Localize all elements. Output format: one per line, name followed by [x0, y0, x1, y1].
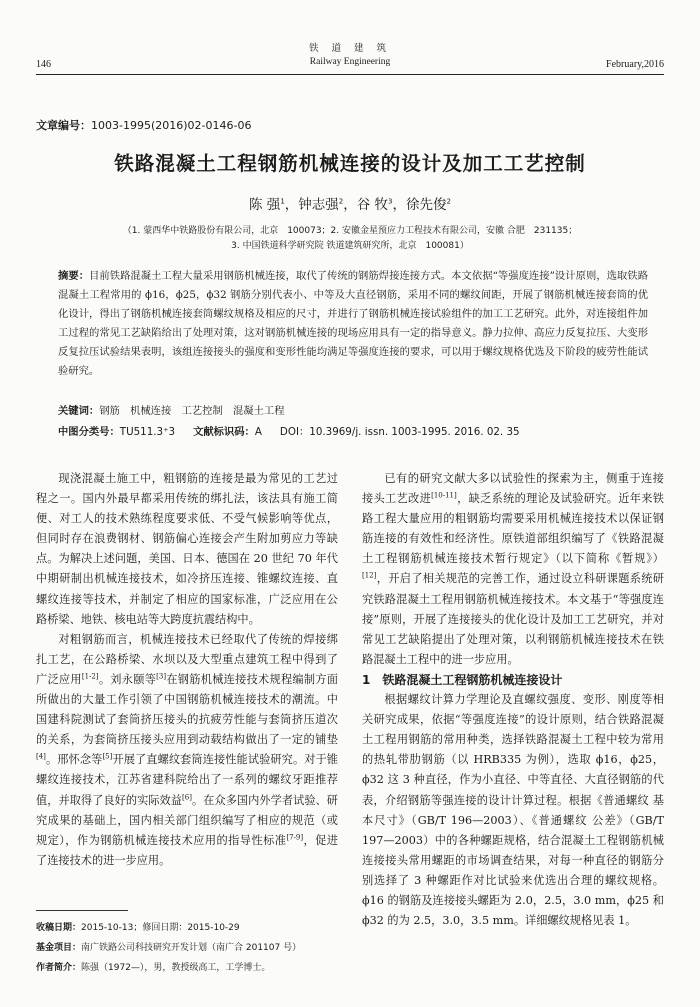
clc-value: TU511.3⁺3 — [119, 426, 176, 438]
citation: [3] — [156, 672, 167, 681]
author-affil-mark: 1 — [280, 197, 285, 206]
body-paragraph: 对粗钢筋而言，机械连接技术已经取代了传统的焊接绑扎工艺，在公路桥梁、水坝以及大型重点建筑工程中得到了广泛应用[1-2]。刘永颐等[3]在钢筋机械连接技术规程编制方面所做出的大量工作引领了中国钢筋机械连接技术的潮流。中国建科院测试了套筒挤压接头的抗疲劳性能与套筒挤压道次的关系，为套筒挤压接头应用到动载结构做出了一定的铺垫[4]。邢怀念等[5]开展了直螺纹套筒连接性能试验研究。对于锥螺纹连接技术，江苏省建科院给出了一系列的螺纹牙距推荐值，并取得了良好的实际效益[6]。在众多国内外学者试验、研究成果的基础上，国内相关部门组织编写了相应的规范（或规定），作为钢筋机械连接技术应用的指导性标准[7-9]，促进了连接技术的进一步应用。 — [36, 632, 338, 867]
journal-name-en: Railway Engineering — [309, 57, 391, 67]
clc-label: 中图分类号： — [58, 426, 120, 438]
author-affil-mark: 2 — [446, 197, 451, 206]
abstract — [58, 267, 648, 381]
author-affil-mark: 3 — [388, 197, 393, 206]
citation: [10-11] — [431, 491, 457, 500]
body-column-left — [36, 469, 338, 871]
body-paragraph: 根据螺纹计算力学理论及直螺纹强度、变形、刚度等相关研究成果，依据“等强度连接”的设计原则，结合铁路混凝土工程用钢筋的常用种类，选择铁路混凝土工程中较为常用的热轧带肋钢筋（以 HRB335 为例），选取 ϕ16，ϕ25，ϕ32 这 3 种直径，作为小直径、中等直径、大直径钢筋的代表，介绍钢筋等强连接的设计计算过程。根据《普通螺纹 基本尺寸》（GB/T 196—2003）、《普通螺纹 公差》（GB/T 197—2003）中的各种螺距规格，结合混凝土工程钢筋机械连接接头常用螺距的市场调查结果，对每一种直径的钢筋分别选择了 3 种螺距作对比试验来优选出合理的螺纹规格。ϕ16 的钢筋及连接接头螺距为 2.0，2.5，3.0 mm，ϕ25 和 ϕ32 的为 2.5，3.0，3.5 mm。详细螺纹规格见表 1。 — [362, 693, 664, 928]
footnote-dates: 收稿日期：2015-10-13；修回日期：2015-10-29 — [36, 923, 240, 933]
doc-code-value: A — [254, 426, 262, 438]
classification-line — [58, 423, 648, 438]
citation: [6] — [182, 792, 192, 801]
affiliation-line: （1. 蒙西华中铁路股份有限公司，北京 100073；2. 安徽金星预应力工程技术有限公司，安徽 合肥 231135； — [122, 226, 578, 236]
keywords-value: 钢筋 机械连接 工艺控制 混凝土工程 — [99, 405, 285, 417]
doi: DOI：10.3969/j. issn. 1003-1995. 2016. 02. 35 — [279, 426, 520, 438]
author-affil-mark: 2 — [338, 197, 344, 206]
issue-date: February,2016 — [606, 59, 664, 70]
footnote-divider — [36, 910, 128, 911]
citation: [7-9] — [286, 832, 304, 841]
footnote-fund: 基金项目：南广铁路公司科技研究开发计划（南广合 201107 号） — [36, 943, 302, 953]
section-heading: 1 铁路混凝土工程钢筋机械连接设计 — [362, 672, 563, 687]
abstract-label: 摘要： — [58, 270, 90, 282]
body-paragraph: 现浇混凝土施工中，粗钢筋的连接是最为常见的工艺过程之一。国内外最早都采用传统的绑扎法，该法具有施工简便、对工人的技术熟练程度要求低、不受气候影响等优点，但同时存在浪费钢材、钢筋偏心连接会产生附加剪应力等缺点。为解决上述问题，美国、日本、德国在 20 世纪 70 年代中期研制出机械连接技术，如冷挤压连接、锥螺纹连接、直螺纹连接等技术，并制定了相应的国家标准，广泛应用在公路桥梁、地铁、核电站等大跨度抗震结构中。 — [36, 472, 338, 626]
keywords — [58, 402, 648, 417]
page-number: 146 — [36, 59, 51, 70]
body-paragraph: 已有的研究文献大多以试验性的探索为主，侧重于连接接头工艺改进[10-11]，缺乏系统的理论及试验研究。近年来铁路工程大量应用的粗钢筋均需要采用机械连接技术以保证钢筋连接的有效性和经济性。原铁道部组织编写了《铁路混凝土工程钢筋机械连接技术暂行规定》（以下简称《暂规》）[12]，开启了相关规范的完善工作，通过设立科研课题系统研究铁路混凝土工程用钢筋机械连接技术。本文基于“等强度连接”原则，开展了连接接头的优化设计及加工工艺研究，并对常见工艺缺陷提出了处理对策，以利钢筋机械连接技术在铁路混凝土工程中的进一步应用。 — [362, 472, 664, 666]
running-header — [36, 40, 664, 75]
article-number-label: 文章编号： — [36, 119, 91, 132]
citation: [1-2] — [81, 672, 99, 681]
abstract-text: 目前铁路混凝土工程大量采用钢筋机械连接，取代了传统的钢筋焊接连接方式。本文依据“等强度连接”设计原则，选取铁路混凝土工程常用的 ϕ16，ϕ25，ϕ32 钢筋分别代表小、中等及大直径钢筋，采用不同的螺纹间距，开展了钢筋机械连接套筒的优化设计，得出了钢筋机械连接套筒螺纹规格及相应的尺寸，并进行了钢筋机械连接试验组件的加工工艺研究。此外，对连接组件加工过程的常见工艺缺陷给出了处理对策，这对钢筋机械连接的现场应用具有一定的指导意义。静力拉伸、高应力反复拉压、大变形反复拉压试验结果表明，该组连接接头的强度和变形性能均满足等强度连接的要求，可以用于螺纹规格优选及下阶段的疲劳性能试验研究。 — [58, 270, 649, 377]
author-name: 徐先俊 — [406, 197, 447, 213]
author-name: 钟志强 — [298, 197, 339, 213]
body-column-right — [362, 469, 664, 931]
paper-title: 铁路混凝土工程钢筋机械连接的设计及加工工艺控制 — [114, 152, 586, 175]
article-number-value: 1003-1995(2016)02-0146-06 — [91, 119, 252, 132]
citation: [5] — [102, 752, 113, 761]
article-number — [36, 117, 251, 133]
affiliation-line: 3. 中国铁道科学研究院 铁道建筑研究所，北京 100081） — [231, 241, 469, 251]
author-list: 陈 强$^1$，钟志强$^2$，谷 牧$^3$，徐先俊$^2$ — [249, 197, 451, 213]
doc-code-label: 文献标识码： — [193, 426, 255, 438]
citation: [12] — [362, 571, 377, 580]
footnote-author: 作者简介：陈强（1972—），男，教授级高工，工学博士。 — [36, 963, 271, 973]
affiliations — [36, 224, 664, 254]
author-name: 谷 牧 — [356, 197, 389, 213]
footnote — [36, 918, 338, 978]
citation: [4] — [36, 752, 46, 761]
author-name: 陈 强 — [249, 197, 281, 213]
keywords-label: 关键词： — [58, 405, 100, 417]
journal-name-cn: 铁 道 建 筑 — [308, 43, 392, 54]
